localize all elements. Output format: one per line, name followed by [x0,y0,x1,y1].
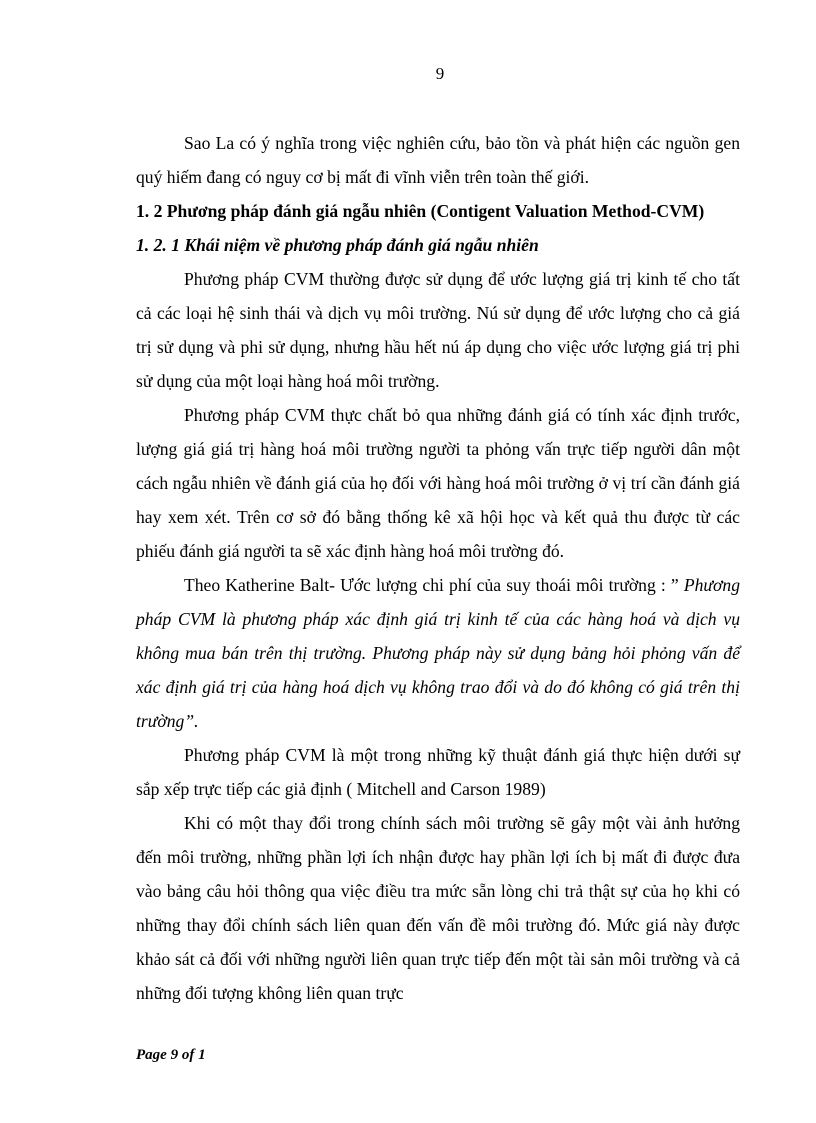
paragraph-katherine-quote [136,568,740,738]
page-footer: Page 9 of 1 [136,1047,206,1063]
paragraph-mitchell-carson: Phương pháp CVM là một trong những kỹ thuật đánh giá thực hiện dưới sự sắp xếp trực tiếp các giả định ( Mitchell and Carson 1989) [136,745,740,799]
paragraph-intro: Sao La có ý nghĩa trong việc nghiên cứu, bảo tồn và phát hiện các nguồn gen quý hiếm đang có nguy cơ bị mất đi vĩnh viễn trên toàn thế giới. [136,133,740,187]
document-body [136,126,740,1010]
section-heading: 1. 2 Phương pháp đánh giá ngẫu nhiên (Contigent Valuation Method-CVM) [136,201,705,221]
quote-lead: Theo Katherine Balt- Ước lượng chi phí của suy thoái môi trường : ” [184,575,679,595]
subsection-heading: 1. 2. 1 Khái niệm về phương pháp đánh giá ngẫu nhiên [136,235,539,255]
quote-text: Phương pháp CVM là phương pháp xác định giá trị kinh tế của các hàng hoá và dịch vụ không mua bán trên thị trường. Phương pháp này sử dụng bảng hỏi phỏng vấn để xác định giá trị của hàng hoá dịch vụ không trao đổi và do đó không có giá trên thị trường”. [136,575,740,731]
paragraph-policy-change: Khi có một thay đổi trong chính sách môi trường sẽ gây một vài ảnh hưởng đến môi trường, những phần lợi ích nhận được hay phần lợi ích bị mất đi được đưa vào bảng câu hỏi thông qua việc điều tra mức sẵn lòng chi trả thật sự của họ khi có những thay đổi chính sách liên quan đến vấn đề môi trường đó. Mức giá này được khảo sát cả đối với những người liên quan trực tiếp đến một tài sản môi trường và cả những đối tượng không liên quan trực [136,813,740,1003]
paragraph-cvm-usage: Phương pháp CVM thường được sử dụng để ước lượng giá trị kinh tế cho tất cả các loại hệ sinh thái và dịch vụ môi trường. Nú sử dụng để ước lượng cho cả giá trị sử dụng và phi sử dụng, nhưng hầu hết nú áp dụng cho việc ước lượng giá trị phi sử dụng của một loại hàng hoá môi trường. [136,269,740,391]
paragraph-cvm-essence: Phương pháp CVM thực chất bỏ qua những đánh giá có tính xác định trước, lượng giá giá trị hàng hoá môi trường người ta phỏng vấn trực tiếp người dân một cách ngẫu nhiên về đánh giá của họ đối với hàng hoá môi trường ở vị trí cần đánh giá hay xem xét. Trên cơ sở đó bằng thống kê xã hội học và kết quả thu được từ các phiếu đánh giá người ta sẽ xác định hàng hoá môi trường đó. [136,405,740,561]
page-number: 9 [435,64,445,83]
